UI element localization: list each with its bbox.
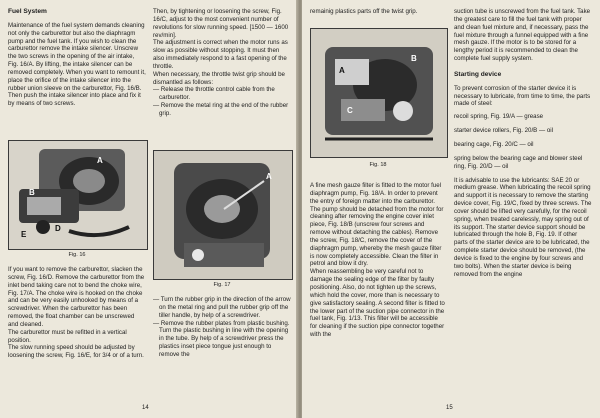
throttle-step-3: — Turn the rubber grip in the direction of the arrow on the metal ring and pull the rubber grip off the tiller handle, by help of a screwdriver. bbox=[153, 296, 291, 319]
lubrication-item: bearing cage, Fig. 20/C — oil bbox=[454, 140, 534, 148]
fig17-label-a: A bbox=[266, 172, 272, 181]
fig18-label-a: A bbox=[339, 66, 345, 75]
fig16-label-a: A bbox=[97, 156, 103, 165]
right-column-1-lower bbox=[310, 182, 446, 339]
fig-16-illustration bbox=[9, 141, 147, 249]
left-column-1 bbox=[8, 8, 146, 108]
fig16-label-e: E bbox=[21, 230, 27, 239]
figure-18 bbox=[310, 28, 448, 158]
corrosion-paragraph: To prevent corrosion of the starter device it is necessary to lubricate, from time to time, the parts made of steel: bbox=[454, 84, 591, 108]
refit-paragraph: The carburettor must be refitted in a vertical position. bbox=[8, 328, 127, 344]
gauze-filter-paragraph: A fine mesh gauze filter is fitted to the motor fuel diaphragm pump, Fig. 18/A. In order to prevent the entry of foreign matter into the carburettor. The pump should be detached from the motor for cleaning after removing the engine cover inlet piece, Fig. 18/B (unscrew four screws and remove without detaching the cables). Remove the screw, Fig. 18/C, remove the cover of the diaphragm pump, whereby the mesh gauze filter is now completely accessible. Clean the filter in petrol and blow it dry. bbox=[310, 182, 444, 268]
carburettor-removal-paragraph: If you want to remove the carburettor, slacken the screw, Fig. 16/D. Remove the carburettor from the inlet bend taking care not to bend the choke wire, Fig. 17/A. The choke wire is hooked on the choke and can be very easily unhooked by means of a screwdriver. When the carburettor has been removed, the float chamber can be unscrewed and cleaned. bbox=[8, 266, 145, 328]
left-column-2 bbox=[153, 8, 291, 118]
page-number-left: 14 bbox=[142, 405, 149, 411]
throttle-intro-paragraph: When necessary, the throttle twist grip should be dismantled as follows: bbox=[153, 70, 285, 86]
fig-16-caption: Fig. 16 bbox=[68, 252, 86, 258]
throttle-step-2: — Remove the metal ring at the end of the rubber grip. bbox=[153, 102, 289, 117]
starting-device-heading: Starting device bbox=[454, 70, 502, 78]
throttle-step-4: — Remove the rubber plates from plastic bushing. Turn the plastic bushing in line with the opening in the tube. By help of a screwdriver press the plastics inset piece tongue just enough to remove the bbox=[153, 319, 290, 358]
lubrication-item: recoil spring, Fig. 19/A — grease bbox=[454, 113, 544, 121]
fig16-label-d: D bbox=[55, 224, 61, 233]
figure-17 bbox=[153, 150, 293, 280]
fig-17-illustration bbox=[154, 151, 292, 279]
lubricants-paragraph: It is advisable to use the lubricants: SAE 20 or medium grease. When lubricating the recoil spring and support it is necessary to remove the starting device cover, Fig. 19/C, fixed by three screws. The cover should be lifted very carefully, for the recoil spring, when treated carelessly, may spring out of its support. The starter device support should be lubricated through the hole B, Fig. 19. If other parts of the starter device are to be lubricated, the complete starter device should be removed, (the device is fixed to the engine by four screws and two bolts). When the starter device is being removed from the engine bbox=[454, 176, 592, 278]
page-number-right: 15 bbox=[446, 405, 453, 411]
fig18-label-b: B bbox=[411, 54, 417, 63]
slow-running-paragraph: The slow running speed should be adjusted by loosening the screw, Fig. 16/E, for 3/4 or of a turn. bbox=[8, 344, 144, 360]
left-column-2-lower bbox=[153, 296, 291, 359]
fig-18-illustration bbox=[311, 29, 447, 157]
fig-18-caption: Fig. 18 bbox=[369, 162, 387, 168]
lubrication-list bbox=[454, 113, 592, 170]
throttle-step-1: — Release the throttle control cable from the carburettor. bbox=[153, 86, 275, 102]
adjust-screw-paragraph: Then, by tightening or loosening the screw, Fig. 16/C, adjust to the most convenient number of revolutions for slow running speed. [1500 — 1600 rev/min]. bbox=[153, 8, 289, 39]
twist-grip-continuation: remainig plastics parts off the twist grip. bbox=[310, 8, 418, 15]
lubrication-item: spring below the bearing cage and blower steel ring, Fig. 20/D — oil bbox=[454, 154, 583, 170]
fig16-label-b: B bbox=[29, 188, 35, 197]
left-column-1-lower bbox=[8, 266, 146, 360]
reassembly-paragraph: When reassembling be very careful not to damage the sealing edge of the filter by faulty positioning. Also, do not tighten up the screws, which hold the cover, more than is necessary to give satisfactory sealing. A second filter is fitted to the lower part of the suction pipe connector in the fuel tank, Fig. 1/13. This filter will be accessible for cleaning if the suction pipe connector together with the bbox=[310, 268, 445, 339]
figure-16 bbox=[8, 140, 148, 250]
fig-17-caption: Fig. 17 bbox=[213, 282, 231, 288]
fuel-system-intro: Maintenance of the fuel system demands cleaning not only the carburettor but also the diaphragm pump and the fuel tank. If you wish to clean the carburettor remove the intake silencer. Unscrew the two screws in the opening of the air intake, Fig. 16/A. By lifting, the intake silencer can be removed completely. When you want to remount it, place the orifice of the intake silencer into the rubber union sleeve on the carburettor, Fig. 16/B. Then push the intake silencer into place and fix it by means of two screws. bbox=[8, 21, 146, 108]
fuel-system-heading: Fuel System bbox=[8, 8, 47, 15]
right-column-1 bbox=[310, 8, 446, 16]
fig18-label-c: C bbox=[347, 106, 353, 115]
right-page bbox=[302, 0, 600, 418]
left-page bbox=[0, 0, 298, 418]
lubrication-item: starter device rollers, Fig. 20/B — oil bbox=[454, 127, 553, 135]
right-column-2 bbox=[454, 8, 592, 278]
adjustment-correct-paragraph: The adjustment is correct when the motor runs as slow as possible without stopping. It must then also immediately respond to a fast opening of the throttle. bbox=[153, 39, 288, 70]
fuel-tank-paragraph: suction tube is unscrewed from the fuel tank. Take the greatest care to fill the fuel tank with proper and clean fuel mixture and, if necessary, pass the fuel mixture through a funnel equipped with a fine mesh gauze. If the motor is to be stored for a lengthy period it is recommended to clean the complete fuel supply system. bbox=[454, 8, 591, 63]
